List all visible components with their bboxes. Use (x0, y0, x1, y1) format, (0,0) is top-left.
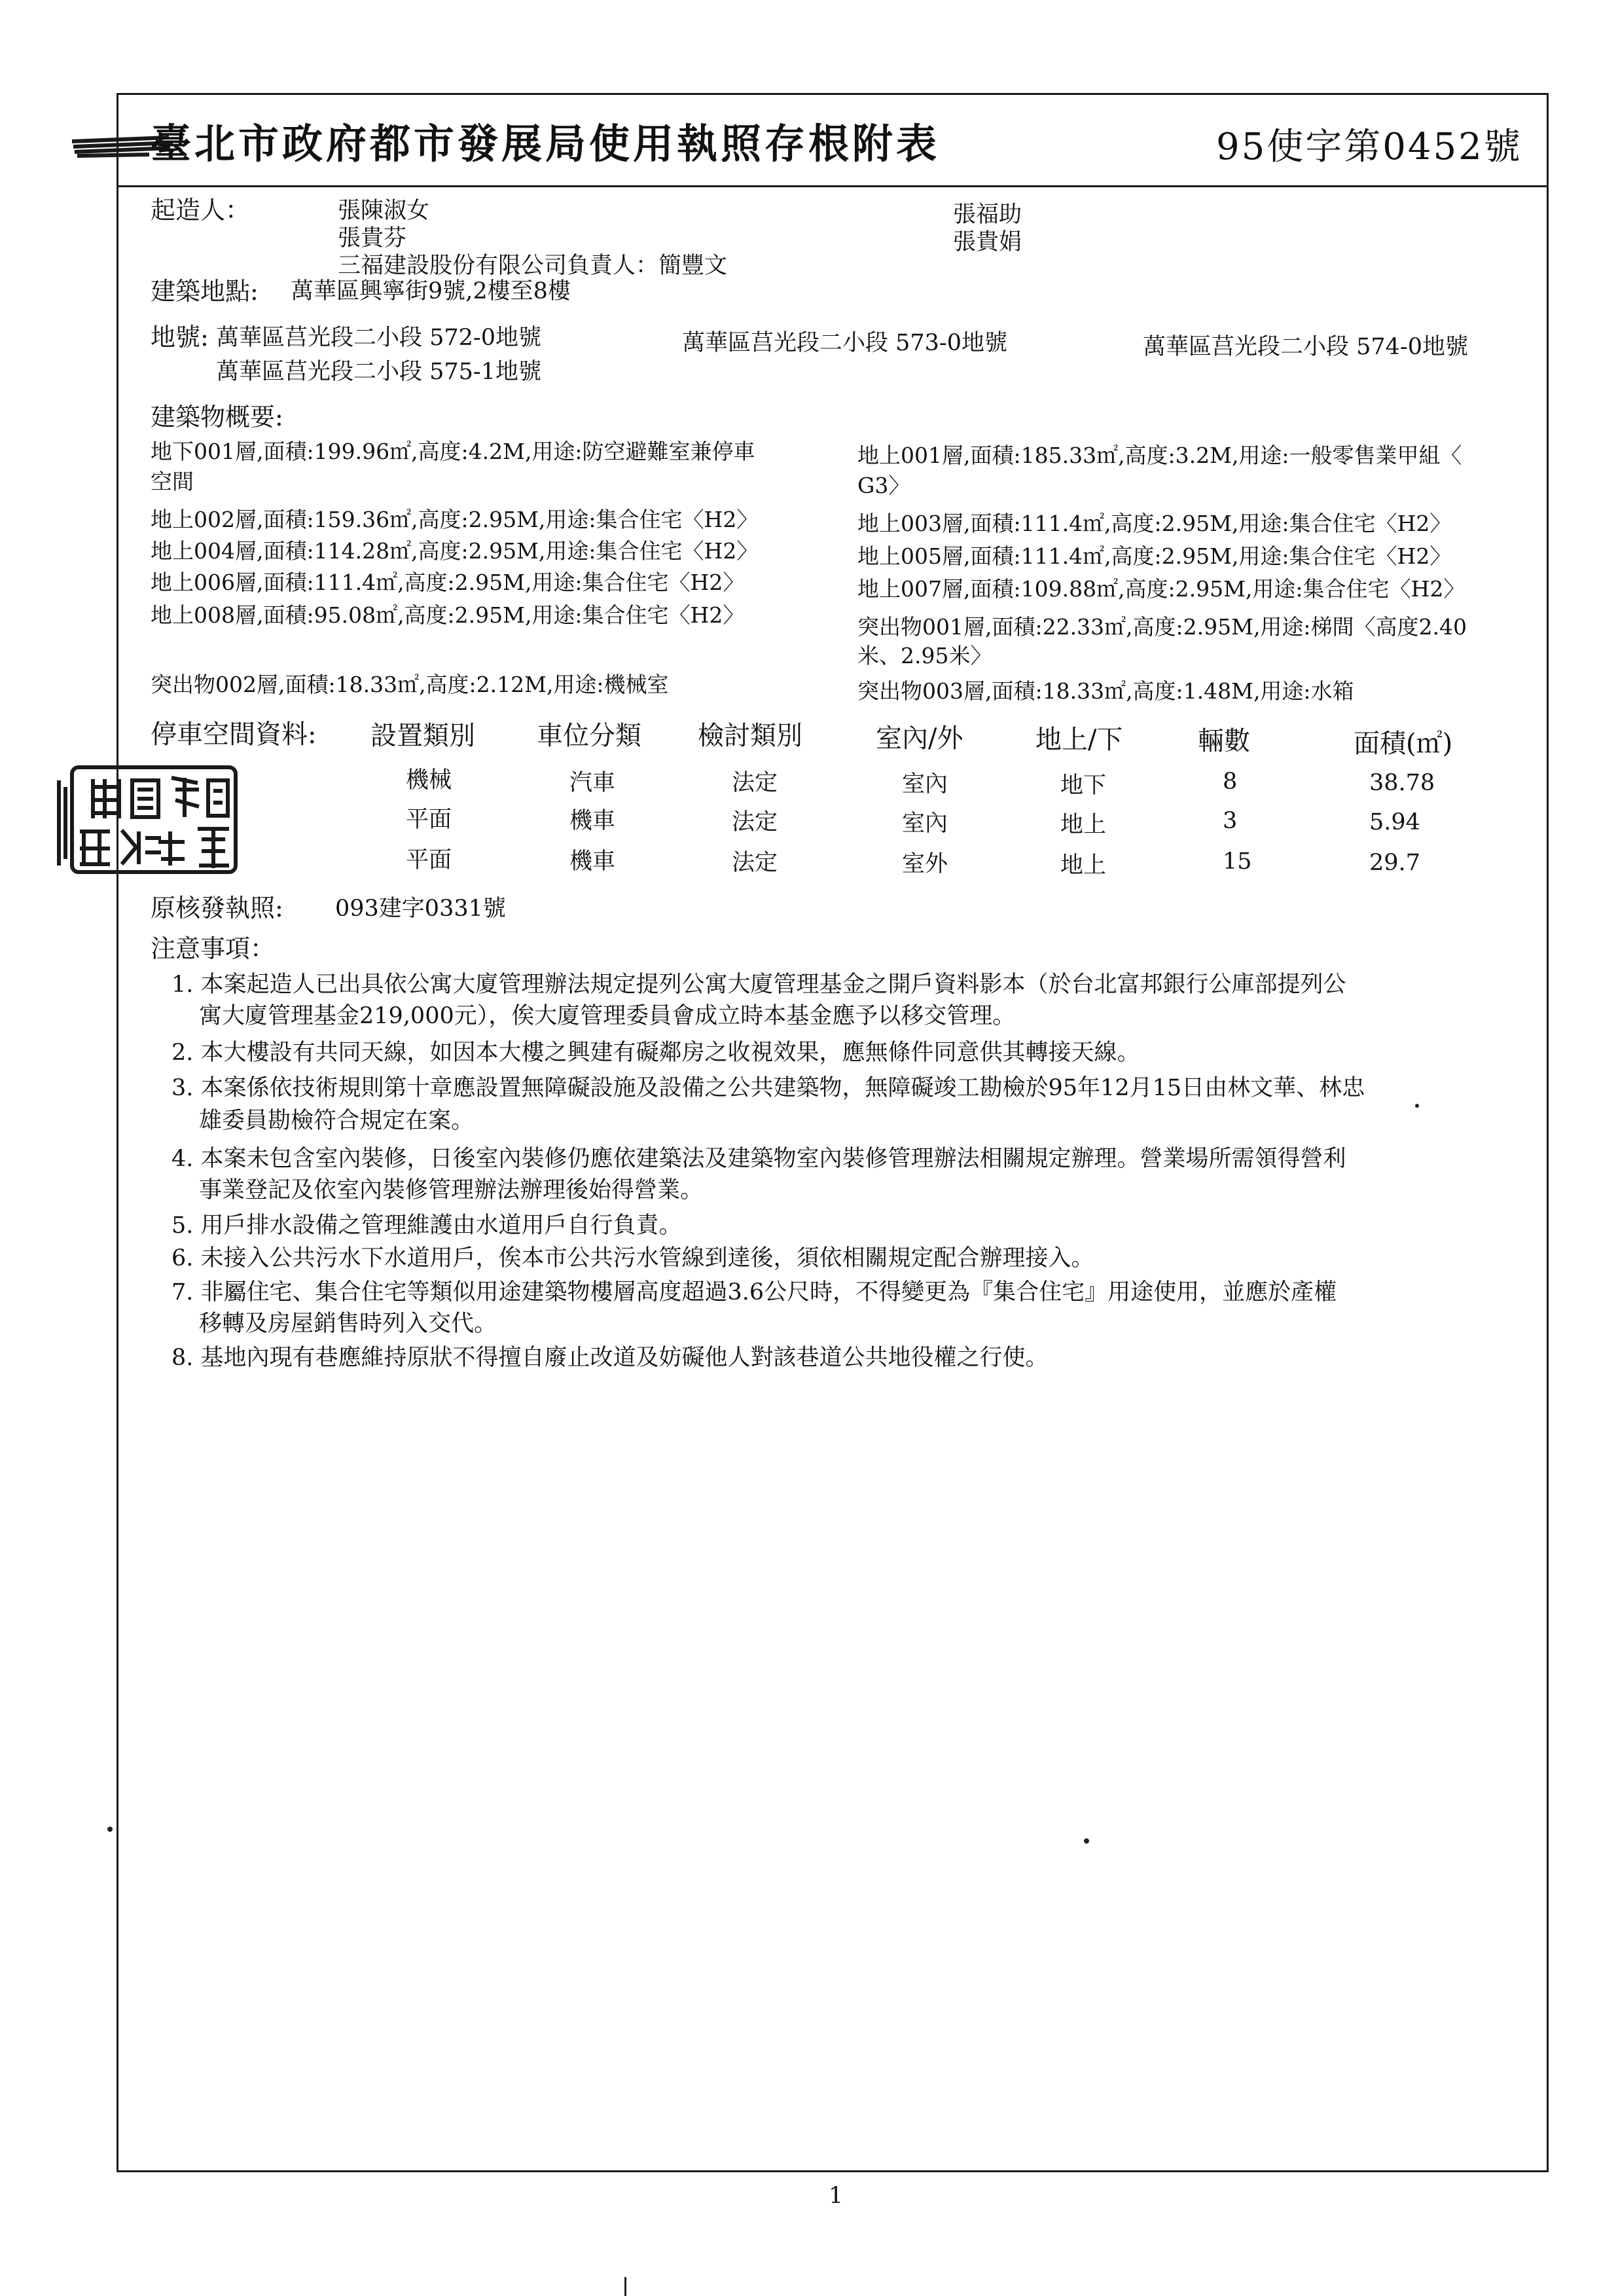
parking-column-header: 檢討類別 (698, 721, 802, 751)
floor-entry: 地上002層,面積:159.36㎡,高度:2.95M,用途:集合住宅〈H2〉 (151, 507, 759, 532)
note-line: 5. 用戶排水設備之管理維護由水道用戶自行負責。 (171, 1212, 682, 1239)
fold-mark (624, 2277, 626, 2296)
lot-number: 萬華區莒光段二小段 572-0地號 (216, 325, 542, 351)
parking-cell: 汽車 (569, 770, 616, 796)
parking-cell: 室內 (902, 771, 948, 797)
parking-column-header: 設置類別 (370, 721, 475, 751)
note-line: 3. 本案係依技術規則第十章應設置無障礙設施及設備之公共建築物，無障礙竣工勘檢於95年12月15日由林文華、林忠 (171, 1075, 1365, 1101)
parking-column-header: 輛數 (1198, 726, 1250, 756)
scan-speck (1084, 1838, 1089, 1844)
note-line: 8. 基地內現有巷應維持原狀不得擅自廢止改道及妨礙他人對該巷道公共地役權之行使。 (171, 1345, 1049, 1371)
floor-entry: 突出物001層,面積:22.33㎡,高度:2.95M,用途:梯間〈高度2.40 (857, 614, 1467, 640)
parking-cell: 29.7 (1369, 850, 1420, 876)
parking-cell: 機械 (406, 767, 452, 793)
notes-label: 注意事項： (151, 934, 276, 963)
floor-entry: G3〉 (857, 473, 910, 498)
lot-number: 萬華區莒光段二小段 573-0地號 (682, 330, 1008, 356)
site-label: 建築地點: (151, 277, 259, 306)
floor-entry: 地上008層,面積:95.08㎡,高度:2.95M,用途:集合住宅〈H2〉 (151, 602, 745, 628)
parking-cell: 38.78 (1369, 770, 1435, 796)
parking-column-header: 車位分類 (537, 721, 641, 751)
parking-cell: 3 (1223, 808, 1238, 834)
parking-column-header: 室內/外 (876, 723, 963, 754)
parking-cell: 法定 (732, 850, 778, 876)
floor-entry: 地上004層,面積:114.28㎡,高度:2.95M,用途:集合住宅〈H2〉 (151, 538, 759, 564)
parking-cell: 室外 (902, 851, 948, 877)
applicant-name: 張福助 (953, 202, 1022, 228)
floor-entry: 空間 (151, 469, 194, 494)
parking-cell: 5.94 (1369, 809, 1420, 835)
parking-cell: 法定 (732, 809, 778, 835)
parking-cell: 機車 (569, 848, 616, 875)
note-line: 1. 本案起造人已出具依公寓大廈管理辦法規定提列公寓大廈管理基金之開戶資料影本（於台北富邦銀行公庫部提列公 (171, 972, 1346, 998)
floor-entry: 突出物002層,面積:18.33㎡,高度:2.12M,用途:機械室 (151, 672, 669, 697)
applicant-name: 張貴芬 (338, 225, 407, 251)
applicant-name: 張陳淑女 (338, 198, 430, 224)
scan-speck (1415, 1104, 1419, 1108)
note-line: 4. 本案未包含室內裝修，日後室內裝修仍應依建築法及建築物室內裝修管理辦法相關規定辦理。營業場所需領得營利 (171, 1146, 1346, 1172)
floor-entry: 米、2.95米〉 (857, 643, 992, 668)
parking-label: 停車空間資料: (151, 720, 317, 750)
parking-cell: 地下 (1060, 773, 1107, 799)
lot-label: 地號: (151, 323, 209, 352)
permit-number: 95使字第0452號 (1216, 126, 1522, 168)
parking-cell: 平面 (406, 847, 452, 873)
parking-cell: 8 (1223, 769, 1238, 795)
parking-cell: 法定 (732, 770, 778, 796)
floor-entry: 地上001層,面積:185.33㎡,高度:3.2M,用途:一般零售業甲組〈 (857, 443, 1462, 468)
floor-entry: 突出物003層,面積:18.33㎡,高度:1.48M,用途:水箱 (857, 678, 1354, 704)
applicant-name: 三福建設股份有限公司負責人：簡豐文 (338, 253, 728, 279)
lot-number: 萬華區莒光段二小段 575-1地號 (216, 359, 542, 385)
parking-column-header: 面積(㎡) (1354, 729, 1453, 759)
lot-number: 萬華區莒光段二小段 574-0地號 (1143, 334, 1469, 360)
applicant-label: 起造人： (151, 196, 251, 225)
note-line: 2. 本大樓設有共同天線，如因本大樓之興建有礙鄰房之收視效果，應無條件同意供其轉接天線。 (171, 1040, 1140, 1066)
parking-cell: 地上 (1060, 812, 1107, 838)
note-line: 6. 未接入公共污水下水道用戶，俟本市公共污水管線到達後，須依相關規定配合辦理接入。 (171, 1245, 1094, 1271)
parking-cell: 機車 (569, 808, 616, 834)
note-line: 移轉及房屋銷售時列入交代。 (199, 1311, 497, 1337)
parking-cell: 平面 (406, 807, 452, 833)
floor-entry: 地上003層,面積:111.4㎡,高度:2.95M,用途:集合住宅〈H2〉 (857, 511, 1452, 536)
document-title: 臺北市政府都市發展局使用執照存根附表 (151, 120, 941, 168)
parking-cell: 地上 (1060, 852, 1107, 879)
floor-entry: 地下001層,面積:199.96㎡,高度:4.2M,用途:防空避難室兼停車 (151, 439, 755, 464)
title-divider (117, 185, 1547, 187)
scan-speck (107, 1827, 113, 1832)
page-number: 1 (829, 2183, 844, 2209)
floor-entry: 地上007層,面積:109.88㎡,高度:2.95M,用途:集合住宅〈H2〉 (857, 576, 1465, 602)
floor-entry: 地上005層,面積:111.4㎡,高度:2.95M,用途:集合住宅〈H2〉 (857, 543, 1452, 569)
note-line: 7. 非屬住宅、集合住宅等類似用途建築物樓層高度超過3.6公尺時，不得變更為『集合住宅』用途使用，並應於產權 (171, 1279, 1337, 1305)
building-overview-label: 建築物概要: (151, 403, 283, 431)
parking-cell: 室內 (902, 811, 948, 837)
note-line: 寓大廈管理基金219,000元），俟大廈管理委員會成立時本基金應予以移交管理。 (199, 1003, 1016, 1029)
official-seal-stamp (54, 761, 245, 877)
original-permit-number: 093建字0331號 (335, 896, 506, 922)
original-permit-label: 原核發執照: (151, 894, 283, 922)
note-line: 雄委員勘檢符合規定在案。 (199, 1108, 475, 1134)
site-address: 萬華區興寧街9號,2樓至8樓 (291, 278, 571, 304)
floor-entry: 地上006層,面積:111.4㎡,高度:2.95M,用途:集合住宅〈H2〉 (151, 570, 745, 595)
parking-column-header: 地上/下 (1035, 725, 1123, 755)
parking-cell: 15 (1223, 848, 1252, 875)
note-line: 事業登記及依室內裝修管理辦法辦理後始得營業。 (199, 1177, 704, 1203)
applicant-name: 張貴娟 (953, 229, 1022, 255)
